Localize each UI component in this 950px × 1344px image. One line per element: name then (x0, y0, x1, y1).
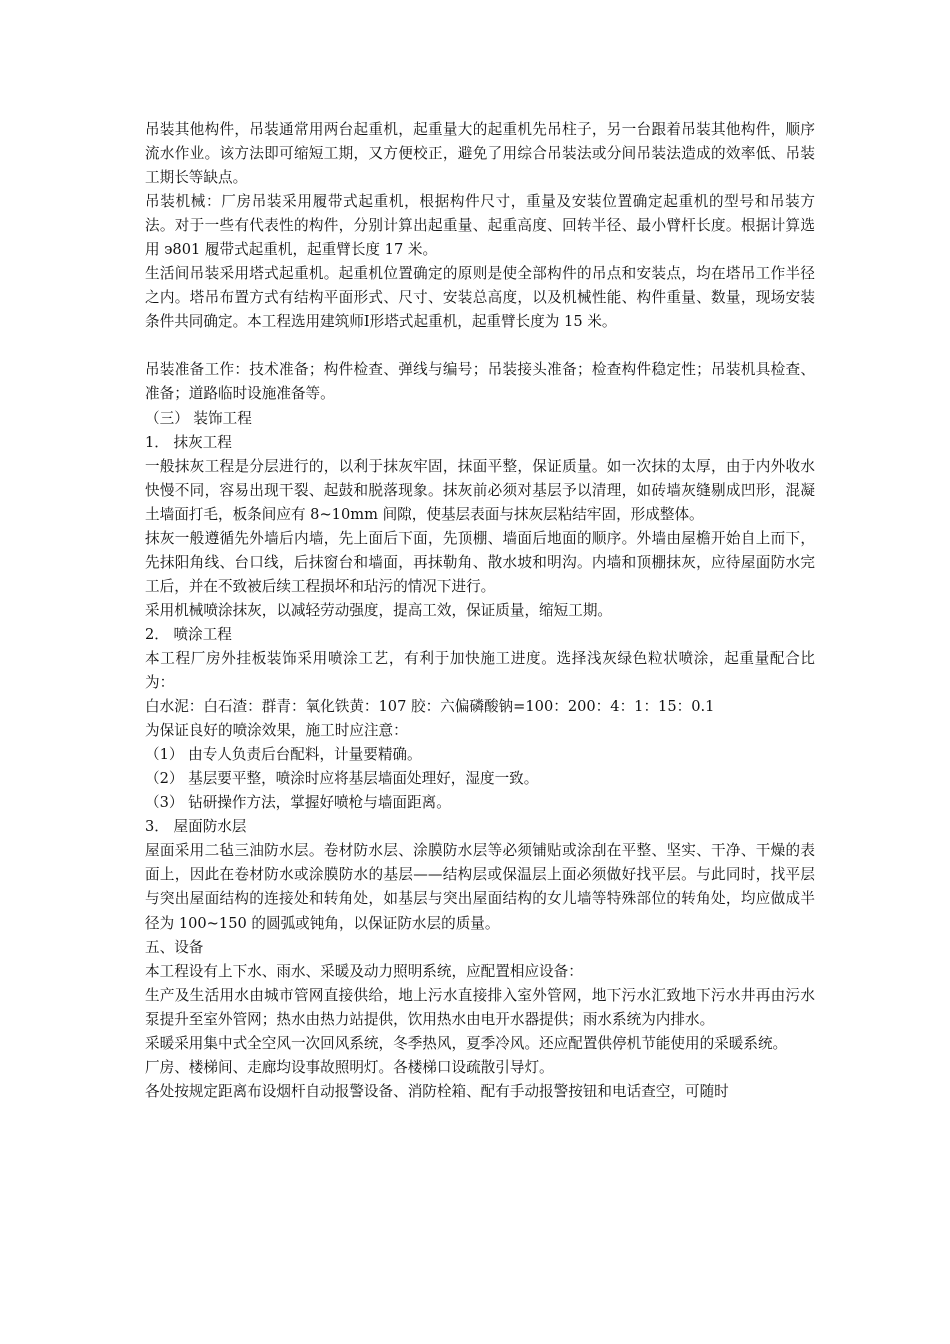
paragraph: 一般抹灰工程是分层进行的，以利于抹灰牢固，抹面平整，保证质量。如一次抹的太厚，由于内外收水快慢不同，容易出现干裂、起鼓和脱落现象。抹灰前必须对基层予以清理，如砖墙灰缝剔成凹形，混凝土墙面打毛，板条间应有 8~10mm 间隙，使基层表面与抹灰层粘结牢固，形成整体。 (145, 457, 815, 523)
paragraph: 本工程厂房外挂板装饰采用喷涂工艺，有利于加快施工进度。选择浅灰绿色粒状喷涂，起重量配合比为： (145, 649, 815, 692)
subsection-heading: 1． 抹灰工程 (145, 433, 232, 451)
paragraph: 为保证良好的喷涂效果，施工时应注意： (145, 722, 408, 740)
section-heading: （三） 装饰工程 (145, 409, 252, 427)
section-heading: 五、设备 (145, 938, 204, 956)
subsection-heading: 2． 喷涂工程 (145, 625, 232, 643)
paragraph: 吊装准备工作：技术准备；构件检查、弹线与编号；吊装接头准备；检查构件稳定性；吊装机具检查、准备；道路临时设施准备等。 (145, 361, 815, 403)
blank-line (145, 334, 815, 358)
list-item: （1） 由专人负责后台配料，计量要精确。 (145, 746, 422, 764)
paragraph: 生产及生活用水由城市管网直接供给，地上污水直接排入室外管网，地下污水汇致地下污水井再由污水泵提升至室外管网；热水由热力站提供，饮用热水由电开水器提供；雨水系统为内排水。 (145, 986, 815, 1028)
list-item: （2） 基层要平整，喷涂时应将基层墙面处理好，湿度一致。 (145, 770, 539, 788)
subsection-heading: 3． 屋面防水层 (145, 818, 247, 836)
paragraph: 吊装其他构件，吊装通常用两台起重机，起重量大的起重机先吊柱子，另一台跟着吊装其他构件，顺序流水作业。该方法即可缩短工期，又方便校正，避免了用综合吊装法或分间吊装法造成的效率低、吊装工期长等缺点。 (145, 121, 815, 187)
paragraph: 生活间吊装采用塔式起重机。起重机位置确定的原则是使全部构件的吊点和安装点，均在塔吊工作半径之内。塔吊布置方式有结构平面形式、尺寸、安装总高度，以及机械性能、构件重量、数量，现场安装条件共同确定。本工程选用建筑师Ⅰ形塔式起重机，起重臂长度为 15 米。 (145, 265, 815, 331)
formula-line: 白水泥：白石渣：群青：氧化铁黄：107 胶：六偏磷酸钠=100：200：4：1：15：0.1 (145, 698, 715, 716)
paragraph: 吊装机械：厂房吊装采用履带式起重机，根据构件尺寸，重量及安装位置确定起重机的型号和吊装方法。对于一些有代表性的构件，分别计算出起重量、起重高度、回转半径、最小臂杆长度。根据计算选用 э801 履带式起重机，起重臂长度 17 米。 (145, 193, 815, 259)
list-item: （3） 钻研操作方法，掌握好喷枪与墙面距离。 (145, 794, 451, 812)
paragraph: 采用机械喷涂抹灰，以减轻劳动强度，提高工效，保证质量，缩短工期。 (145, 601, 613, 619)
paragraph: 厂房、楼梯间、走廊均设事故照明灯。各楼梯口设疏散引导灯。 (145, 1058, 554, 1076)
paragraph: 本工程设有上下水、雨水、采暖及动力照明系统，应配置相应设备： (145, 962, 583, 980)
paragraph: 屋面采用二毡三油防水层。卷材防水层、涂膜防水层等必须铺贴或涂刮在平整、坚实、干净、干燥的表面上，因此在卷材防水或涂膜防水的基层——结构层或保温层上面必须做好找平层。与此同时，找平层与突出屋面结构的连接处和转角处，如基层与突出屋面结构的女儿墙等特殊部位的转角处，均应做成半径为 100~150 的圆弧或钝角，以保证防水层的质量。 (145, 842, 815, 932)
paragraph: 抹灰一般遵循先外墙后内墙，先上面后下面，先顶棚、墙面后地面的顺序。外墙由屋檐开始自上而下，先抹阳角线、台口线，后抹窗台和墙面，再抹勒角、散水坡和明沟。内墙和顶棚抹灰，应待屋面防水完工后，并在不致被后续工程损坏和玷污的情况下进行。 (145, 529, 815, 595)
paragraph: 各处按规定距离布设烟杆自动报警设备、消防栓箱、配有手动报警按钮和电话查空，可随时 (145, 1082, 729, 1100)
document-page (145, 118, 815, 1104)
paragraph: 采暖采用集中式全空风一次回风系统，冬季热风，夏季冷风。还应配置供停机节能使用的采暖系统。 (145, 1034, 788, 1052)
